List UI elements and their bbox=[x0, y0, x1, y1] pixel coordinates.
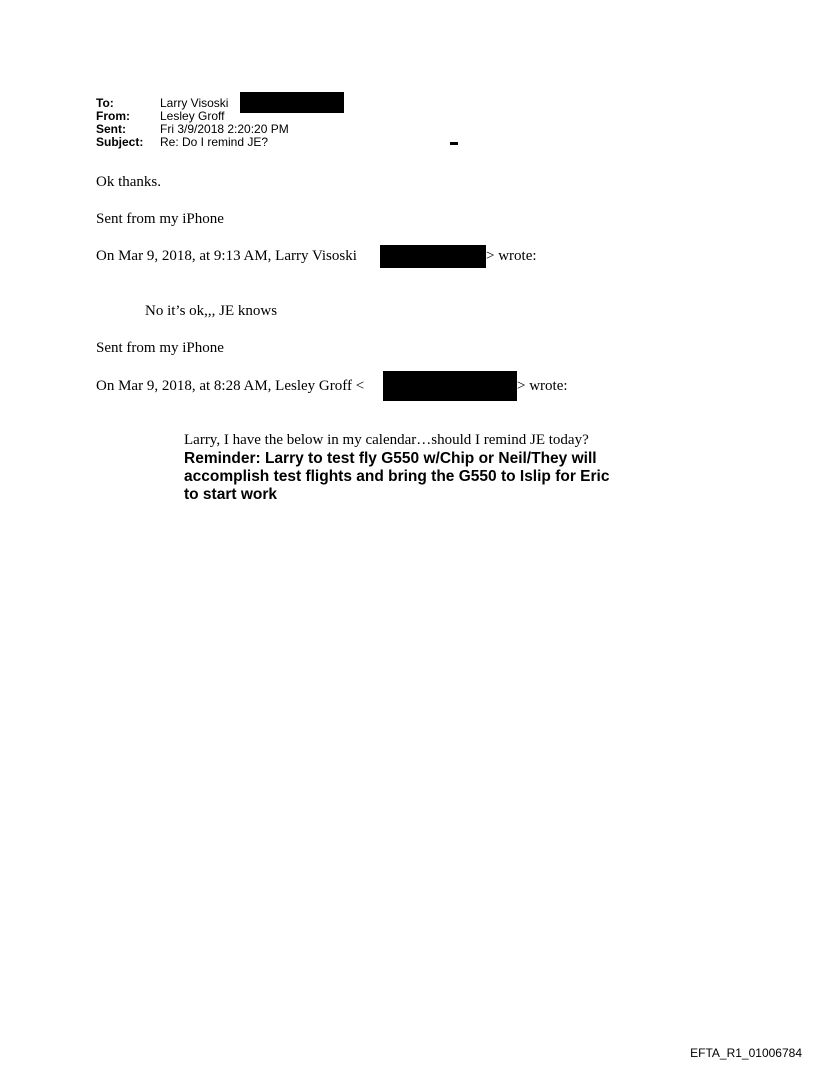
quote-2-wrote: > wrote: bbox=[517, 378, 568, 394]
from-value: Lesley Groff bbox=[160, 109, 225, 123]
quote-1-attribution: On Mar 9, 2018, at 9:13 AM, Larry Visoski bbox=[96, 248, 357, 264]
signature-1: Sent from my iPhone bbox=[96, 211, 224, 227]
reminder-line-2: accomplish test flights and bring the G550 to Islip for Eric bbox=[184, 468, 610, 485]
quote-2-attribution: On Mar 9, 2018, at 8:28 AM, Lesley Groff < bbox=[96, 378, 365, 394]
quote-2-text: Larry, I have the below in my calendar…should I remind JE today? bbox=[184, 432, 589, 448]
subject-label: Subject: bbox=[96, 135, 144, 149]
quote-1-text: No it’s ok,,, JE knows bbox=[145, 303, 278, 319]
quote-1-wrote: > wrote: bbox=[486, 248, 537, 264]
sent-value: Fri 3/9/2018 2:20:20 PM bbox=[160, 122, 289, 136]
from-label: From: bbox=[96, 109, 130, 123]
redaction-mark bbox=[450, 142, 458, 145]
document-id: EFTA_R1_01006784 bbox=[690, 1046, 802, 1060]
subject-value: Re: Do I remind JE? bbox=[160, 135, 269, 149]
reply-text: Ok thanks. bbox=[96, 174, 161, 190]
reminder-line-3: to start work bbox=[184, 486, 278, 503]
reminder-line-1: Reminder: Larry to test fly G550 w/Chip or Neil/They will bbox=[184, 450, 597, 467]
to-value: Larry Visoski bbox=[160, 96, 229, 110]
signature-2: Sent from my iPhone bbox=[96, 340, 224, 356]
sent-label: Sent: bbox=[96, 122, 126, 136]
redaction-quote-1-email bbox=[380, 245, 486, 268]
redaction-quote-2-email bbox=[383, 371, 517, 401]
to-label: To: bbox=[96, 96, 114, 110]
redaction-to-email bbox=[240, 92, 344, 113]
